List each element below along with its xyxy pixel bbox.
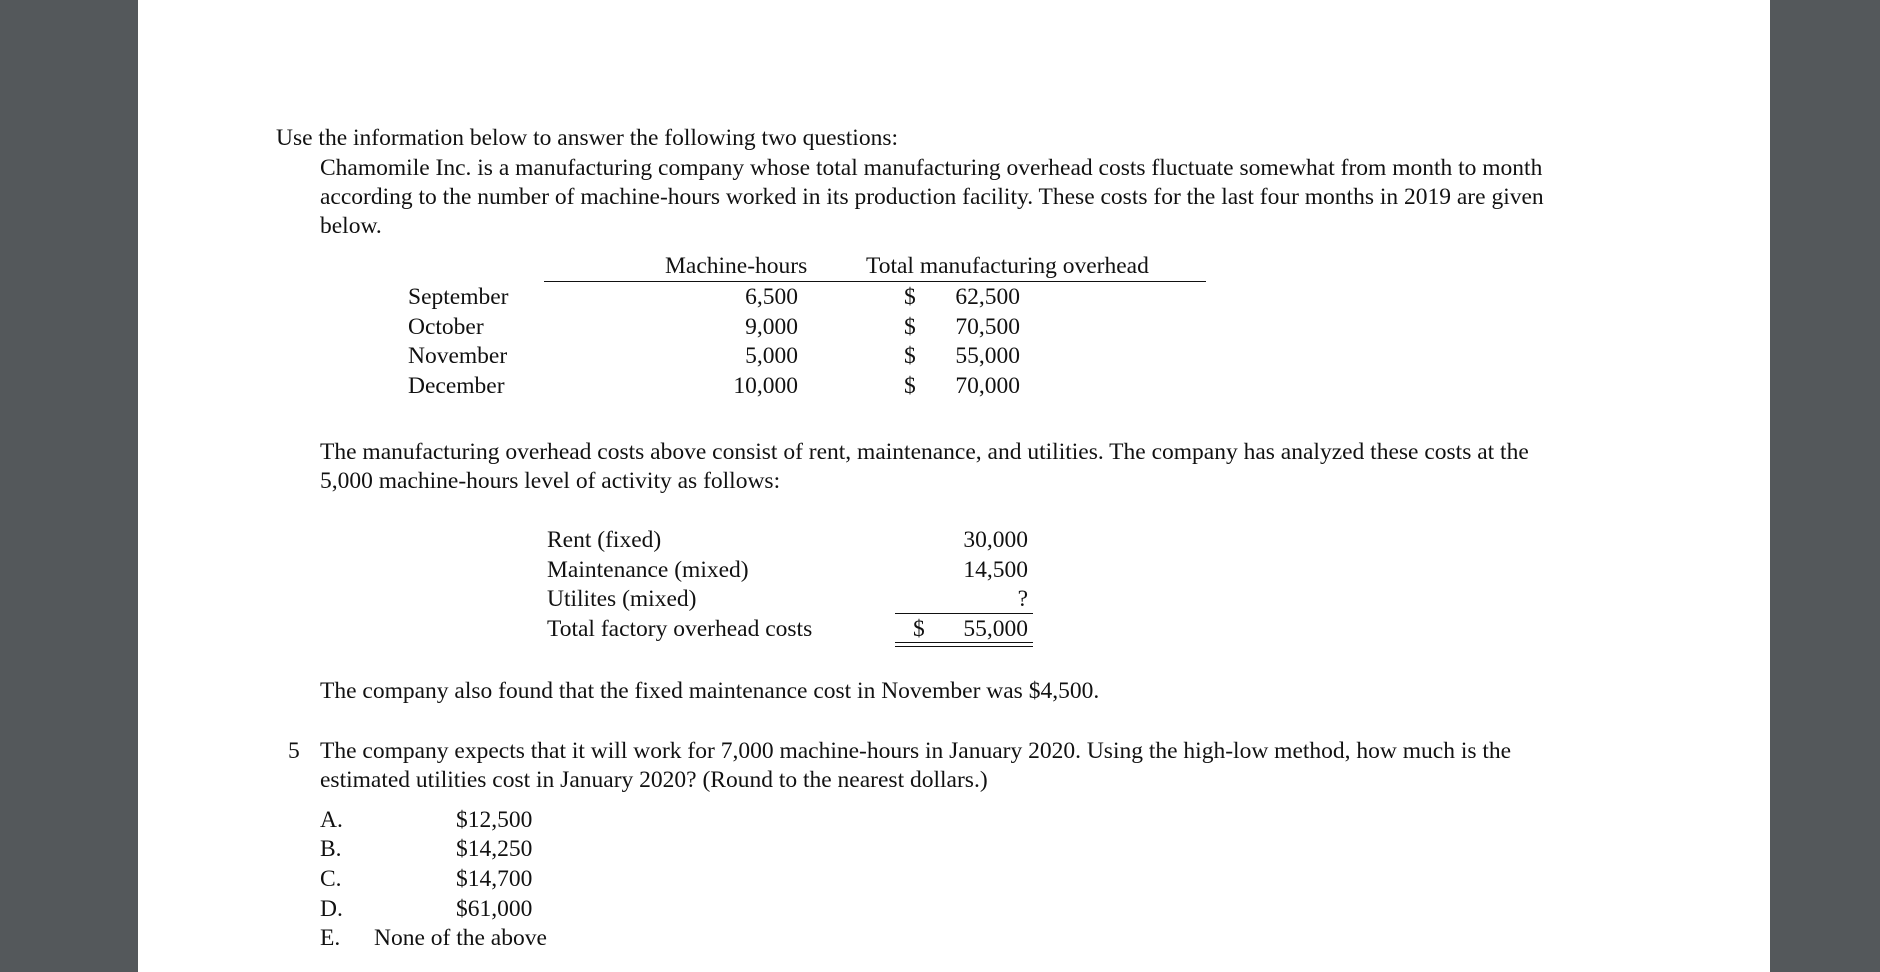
double-underline-top [895, 642, 1033, 643]
col-header-overhead: Total manufacturing overhead [866, 253, 1149, 279]
analysis-line-1: The manufacturing overhead costs above consist of rent, maintenance, and utilities. The company has analyzed these costs at the [320, 439, 1529, 465]
currency-cell: $ [904, 314, 916, 340]
option-letter: A. [320, 807, 343, 833]
month-cell: December [408, 373, 505, 399]
total-value: 55,000 [963, 616, 1028, 642]
cost-value: 14,500 [963, 557, 1028, 583]
col-header-machine-hours: Machine-hours [665, 253, 808, 279]
option-letter: E. [320, 925, 341, 951]
option-text: $14,250 [456, 836, 533, 862]
month-cell: September [408, 284, 509, 310]
month-cell: November [408, 343, 508, 369]
scenario-line-2: according to the number of machine-hours worked in its production facility. These costs for the last four months in 2019 are given [320, 184, 1544, 210]
overhead-cell: 70,500 [955, 314, 1020, 340]
fixed-maintenance-note: The company also found that the fixed maintenance cost in November was $4,500. [320, 678, 1100, 704]
hours-cell: 9,000 [745, 314, 798, 340]
hours-cell: 6,500 [745, 284, 798, 310]
cost-value: 30,000 [963, 527, 1028, 553]
question-number: 5 [288, 738, 300, 764]
scenario-line-1: Chamomile Inc. is a manufacturing company whose total manufacturing overhead costs fluctuate somewhat from month to month [320, 155, 1543, 181]
total-label: Total factory overhead costs [547, 616, 813, 642]
analysis-line-2: 5,000 machine-hours level of activity as follows: [320, 468, 781, 494]
intro-text: Use the information below to answer the following two questions: [276, 125, 898, 151]
month-cell: October [408, 314, 484, 340]
question-line-1: The company expects that it will work for 7,000 machine-hours in January 2020. Using the high-low method, how much is the [320, 738, 1512, 764]
option-text: None of the above [374, 925, 547, 951]
option-letter: D. [320, 896, 343, 922]
option-letter: C. [320, 866, 342, 892]
hours-cell: 5,000 [745, 343, 798, 369]
cost-label: Rent (fixed) [547, 527, 662, 553]
header-underline [544, 281, 1206, 282]
option-text: $61,000 [456, 896, 533, 922]
document-page [138, 0, 1770, 972]
option-text: $14,700 [456, 866, 533, 892]
currency-cell: $ [904, 343, 916, 369]
double-underline-bottom [895, 646, 1033, 647]
question-line-2: estimated utilities cost in January 2020? (Round to the nearest dollars.) [320, 767, 988, 793]
cost-label: Maintenance (mixed) [547, 557, 749, 583]
scenario-line-3: below. [320, 213, 382, 239]
overhead-cell: 62,500 [955, 284, 1020, 310]
option-text: $12,500 [456, 807, 533, 833]
cost-label: Utilites (mixed) [547, 586, 697, 612]
option-letter: B. [320, 836, 342, 862]
currency-cell: $ [904, 284, 916, 310]
currency-cell: $ [904, 373, 916, 399]
overhead-cell: 70,000 [955, 373, 1020, 399]
hours-cell: 10,000 [733, 373, 798, 399]
total-currency: $ [913, 616, 925, 642]
cost-value: ? [1017, 586, 1028, 612]
overhead-cell: 55,000 [955, 343, 1020, 369]
